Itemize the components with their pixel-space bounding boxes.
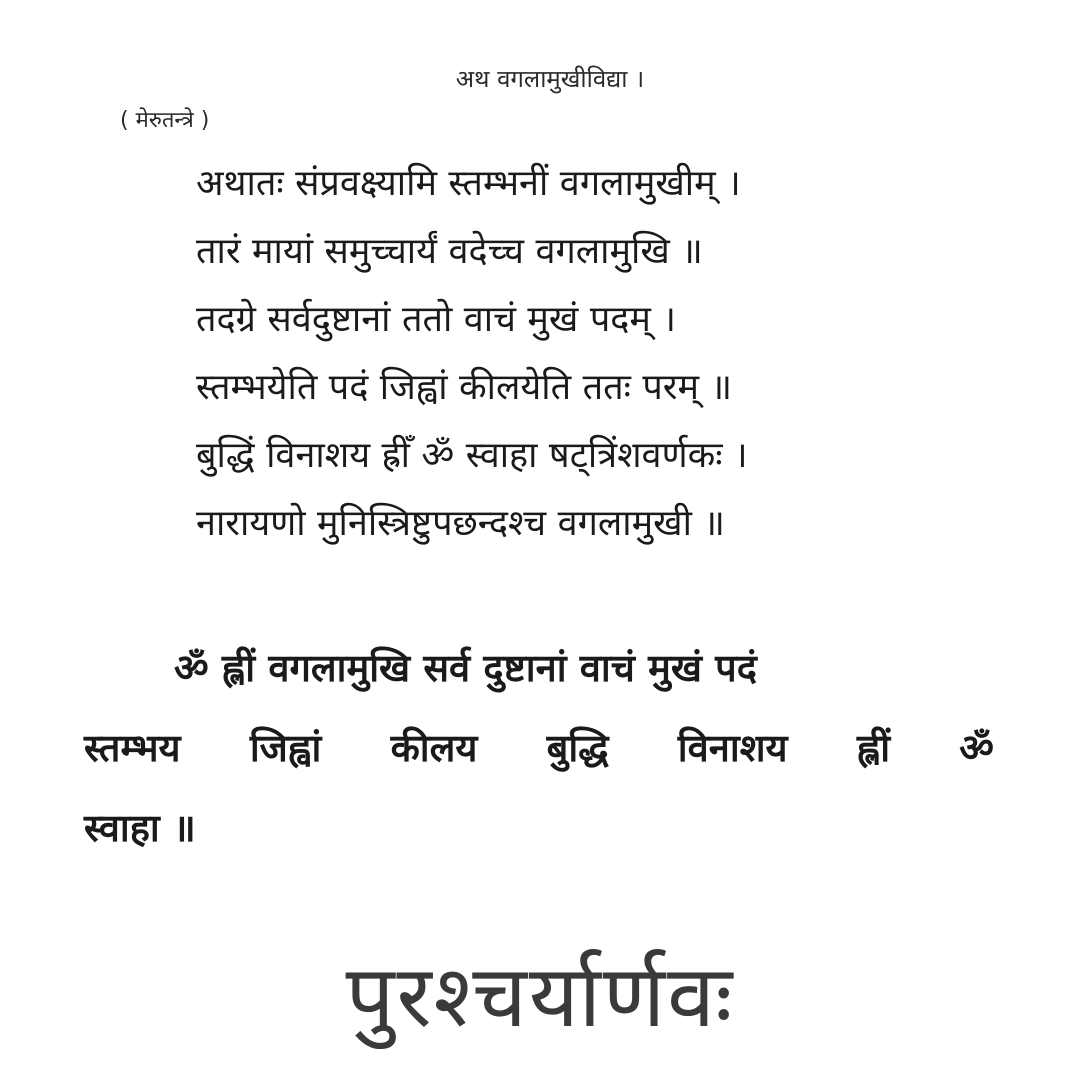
verse-line: तारं मायां समुच्चार्यं वदेच्च वगलामुखि ॥ [196,231,703,272]
verse-line: नारायणो मुनिस्त्रिष्टुपछन्दश्च वगलामुखी ॥ [196,503,725,544]
verse-line: स्तम्भयेति पदं जिह्वां कीलयेति ततः परम् ॥ [196,367,733,408]
verse-block [196,150,996,558]
mantra-word: स्तम्भय [84,726,181,770]
verse-line: अथातः संप्रवक्ष्यामि स्तम्भनीं वगलामुखीम् । [196,163,741,204]
mantra-block [84,628,994,868]
mantra-word: ह्लीं [856,726,891,770]
mantra-word: ॐ [959,726,994,770]
book-title: पुरश्चर्यार्णवः [345,947,735,1047]
verse-line: बुद्धिं विनाशय ह्रीँ ॐ स्वाहा षट्त्रिंशवर्णकः । [196,435,748,476]
verse-line: तदग्रे सर्वदुष्टानां ततो वाचं मुखं पदम् । [196,299,676,340]
mantra-line-2 [84,708,994,788]
section-heading: अथ वगलामुखीविद्या । [455,65,645,93]
mantra-word: कीलय [390,726,478,770]
mantra-word: विनाशय [677,726,788,770]
mantra-line-3: स्वाहा ॥ [84,806,196,850]
mantra-word: जिह्वां [249,726,322,770]
source-reference: ( मेरुतन्त्रे ) [120,108,210,133]
mantra-word: बुद्धि [546,726,609,770]
mantra-line-1: ॐ ह्लीं वगलामुखि सर्व दुष्टानां वाचं मुखं पदं [174,646,757,690]
